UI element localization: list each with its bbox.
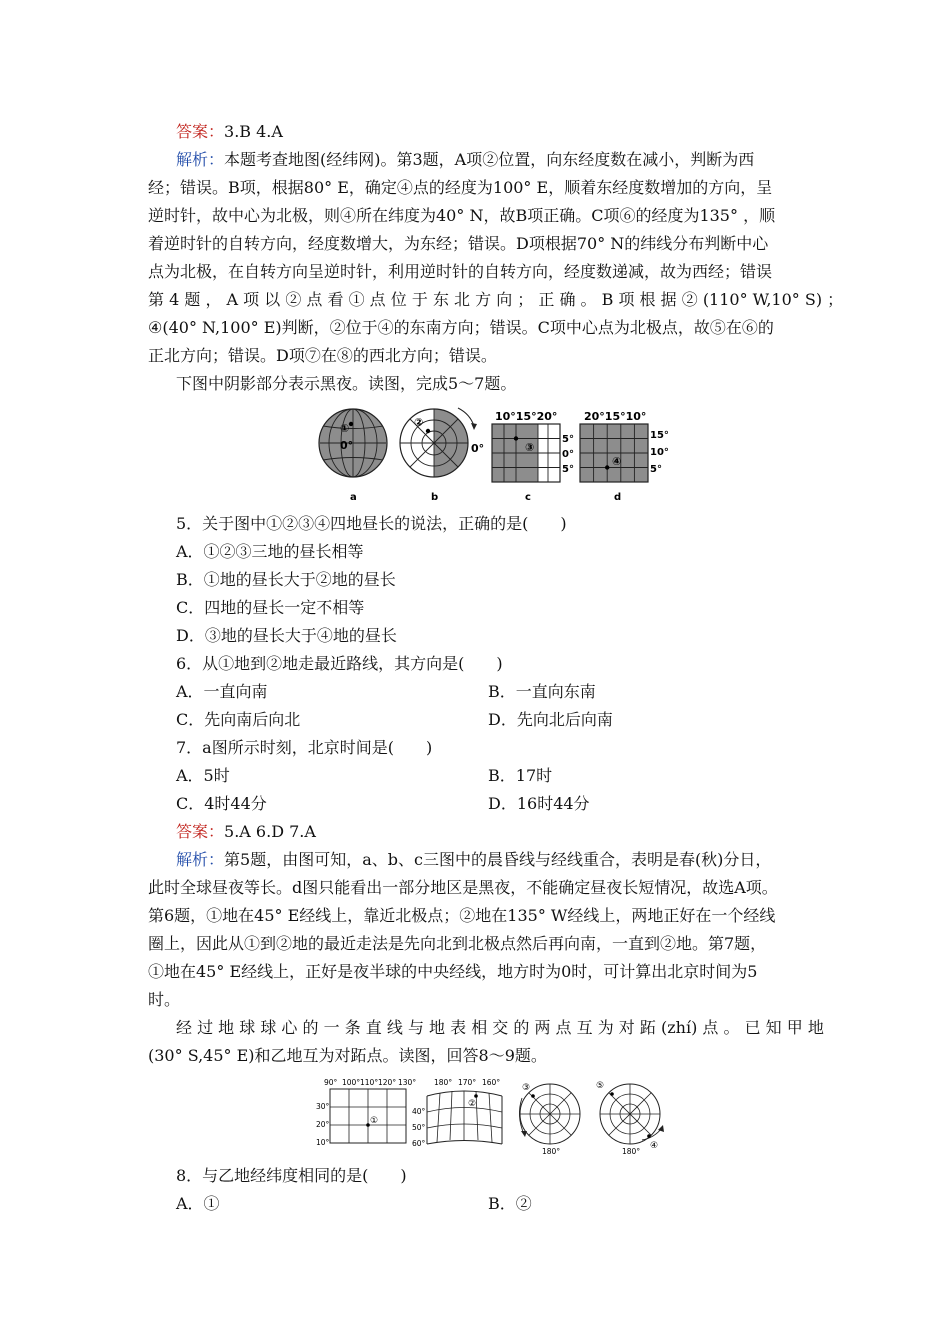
- answer-text: 5.A 6.D 7.A: [224, 822, 316, 841]
- grid-top-label: 100°: [342, 1078, 361, 1087]
- answer-line-1: [176, 122, 283, 142]
- analysis-line: 经；错误。B项，根据80° E，确定④点的经度为100° E，顺着东经度数增加的方向，呈: [148, 178, 773, 197]
- d-side-label: 5°: [650, 464, 662, 475]
- diagram-a: [319, 409, 387, 503]
- question-6-option[interactable]: B．一直向东南: [488, 682, 596, 701]
- question-6-option[interactable]: C．先向南后向北: [176, 710, 301, 729]
- question-5-option[interactable]: B．①地的昼长大于②地的昼长: [176, 570, 396, 589]
- answer-text: 3.B 4.A: [224, 122, 283, 141]
- arc-top-label: 180°: [434, 1078, 453, 1087]
- d-top-labels: 20°15°10°: [584, 410, 647, 423]
- question-intro: 经 过 地 球 球 心 的 一 条 直 线 与 地 表 相 交 的 两 点 互 为 对 跖 (zhí) 点 。 已 知 甲 地: [176, 1018, 824, 1037]
- day-night-figure: [318, 406, 674, 506]
- mark-5: ⑤: [596, 1081, 605, 1091]
- analysis-line: 点为北极，在自转方向呈逆时针，利用逆时针的自转方向，经度数递减，故为西经；错误: [148, 262, 773, 281]
- analysis-line: 正北方向；错误。D项⑦在⑧的西北方向；错误。: [148, 346, 497, 365]
- d-side-label: 10°: [650, 447, 669, 458]
- arc-side-label: 40°: [412, 1107, 426, 1116]
- caption-d: d: [614, 492, 622, 503]
- mark-1: ①: [370, 1116, 379, 1126]
- analysis-line: 着逆时针的自转方向，经度数增大，为东经；错误。D项根据70° N的纬线分布判断中心: [148, 234, 769, 253]
- label-0deg: 0°: [471, 442, 485, 455]
- arc-side-label: 60°: [412, 1139, 426, 1148]
- diagram-b: [400, 408, 484, 503]
- grid-top-label: 130°: [398, 1078, 417, 1087]
- analysis-line: 此时全球昼夜等长。d图只能看出一部分地区是黑夜，不能确定昼夜长短情况，故选A项。: [148, 878, 778, 897]
- arc-top-label: 160°: [482, 1078, 501, 1087]
- question-5-option[interactable]: A．①②③三地的昼长相等: [176, 542, 364, 561]
- grid-side-label: 30°: [316, 1102, 330, 1111]
- analysis-line: ④(40° N,100° E)判断，②位于④的东南方向；错误。C项中心点为北极点，故⑤在⑥的: [148, 318, 774, 337]
- question-5-stem: 5．关于图中①②③④四地昼长的说法，正确的是( ): [176, 514, 567, 533]
- question-7-option[interactable]: B．17时: [488, 766, 553, 785]
- polar-diagram-1: [519, 1083, 580, 1156]
- mark-4: ④: [612, 455, 622, 468]
- analysis-line: [176, 850, 771, 870]
- question-6-stem: 6．从①地到②地走最近路线，其方向是( ): [176, 654, 503, 673]
- question-5-option[interactable]: C．四地的昼长一定不相等: [176, 598, 365, 617]
- analysis-line: [176, 150, 754, 170]
- grid-top-label: 110°: [360, 1078, 379, 1087]
- analysis-line: 第6题，①地在45° E经线上，靠近北极点；②地在135° W经线上，两地正好在一个经线: [148, 906, 776, 925]
- polar1-bottom-label: 180°: [542, 1147, 561, 1156]
- analysis-line: 时。: [148, 990, 181, 1009]
- arc-side-label: 50°: [412, 1123, 426, 1132]
- c-side-label: 5°: [562, 464, 574, 475]
- label-0deg: 0°: [340, 439, 354, 452]
- caption-b: b: [431, 492, 439, 503]
- antipode-figure: [312, 1076, 680, 1156]
- polar-diagram-2: [596, 1081, 664, 1156]
- arc-top-label: 170°: [458, 1078, 477, 1087]
- question-7-option[interactable]: A．5时: [176, 766, 230, 785]
- question-6-option[interactable]: D．先向北后向南: [488, 710, 613, 729]
- answer-line-2: [176, 822, 316, 842]
- mark-2: ②: [414, 416, 424, 429]
- answer-label: 答案：: [176, 822, 225, 841]
- c-side-label: 5°: [562, 434, 574, 445]
- analysis-line: 圈上，因此从①到②地的最近走法是先向北到北极点然后再向南，一直到②地。第7题，: [148, 934, 767, 953]
- arc-grid-diagram: [412, 1078, 502, 1148]
- analysis-text: 本题考查地图(经纬网)。第3题，A项②位置，向东经度数在减小，判断为西: [224, 150, 755, 169]
- question-7-stem: 7．a图所示时刻，北京时间是( ): [176, 738, 433, 757]
- analysis-line: 逆时针，故中心为北极，则④所在纬度为40° N，故B项正确。C项⑥的经度为135° ，顺: [148, 206, 776, 225]
- polar2-bottom-label: 180°: [622, 1147, 641, 1156]
- grid-top-label: 120°: [378, 1078, 397, 1087]
- analysis-label: 解析：: [176, 850, 225, 869]
- d-side-label: 15°: [650, 430, 669, 441]
- grid-top-label: 90°: [324, 1078, 338, 1087]
- analysis-label: 解析：: [176, 150, 225, 169]
- grid-side-label: 10°: [316, 1138, 330, 1147]
- question-6-option[interactable]: A．一直向南: [176, 682, 268, 701]
- question-intro: 下图中阴影部分表示黑夜。读图，完成5～7题。: [176, 374, 517, 393]
- answer-label: 答案：: [176, 122, 225, 141]
- diagram-d: [580, 410, 669, 503]
- c-top-labels: 10°15°20°: [495, 410, 558, 423]
- question-8-stem: 8．与乙地经纬度相同的是( ): [176, 1166, 407, 1185]
- question-7-option[interactable]: D．16时44分: [488, 794, 590, 813]
- analysis-line: ①地在45° E经线上，正好是夜半球的中央经线，地方时为0时，可计算出北京时间为5: [148, 962, 758, 981]
- mark-1: ①: [340, 422, 350, 435]
- question-8-option[interactable]: B．②: [488, 1194, 532, 1213]
- analysis-text: 第5题，由图可知，a、b、c三图中的晨昏线与经线重合，表明是春(秋)分日，: [224, 850, 772, 869]
- mark-2: ②: [468, 1099, 477, 1109]
- question-7-option[interactable]: C．4时44分: [176, 794, 267, 813]
- diagram-c: [492, 410, 574, 503]
- analysis-line: 第 4 题 ， A 项 以 ② 点 看 ① 点 位 于 东 北 方 向 ； 正 确 。 B 项 根 据 ② (110° W,10° S) ；: [148, 290, 844, 309]
- question-intro: (30° S,45° E)和乙地互为对跖点。读图，回答8～9题。: [148, 1046, 547, 1065]
- grid-side-label: 20°: [316, 1120, 330, 1129]
- caption-a: a: [350, 492, 357, 503]
- caption-c: c: [525, 492, 531, 503]
- grid-diagram: [316, 1078, 416, 1147]
- question-8-option[interactable]: A．①: [176, 1194, 220, 1213]
- mark-3: ③: [522, 1083, 531, 1093]
- mark-4: ④: [650, 1141, 659, 1151]
- c-side-label: 0°: [562, 449, 574, 460]
- mark-3: ③: [525, 441, 535, 454]
- question-5-option[interactable]: D．③地的昼长大于④地的昼长: [176, 626, 397, 645]
